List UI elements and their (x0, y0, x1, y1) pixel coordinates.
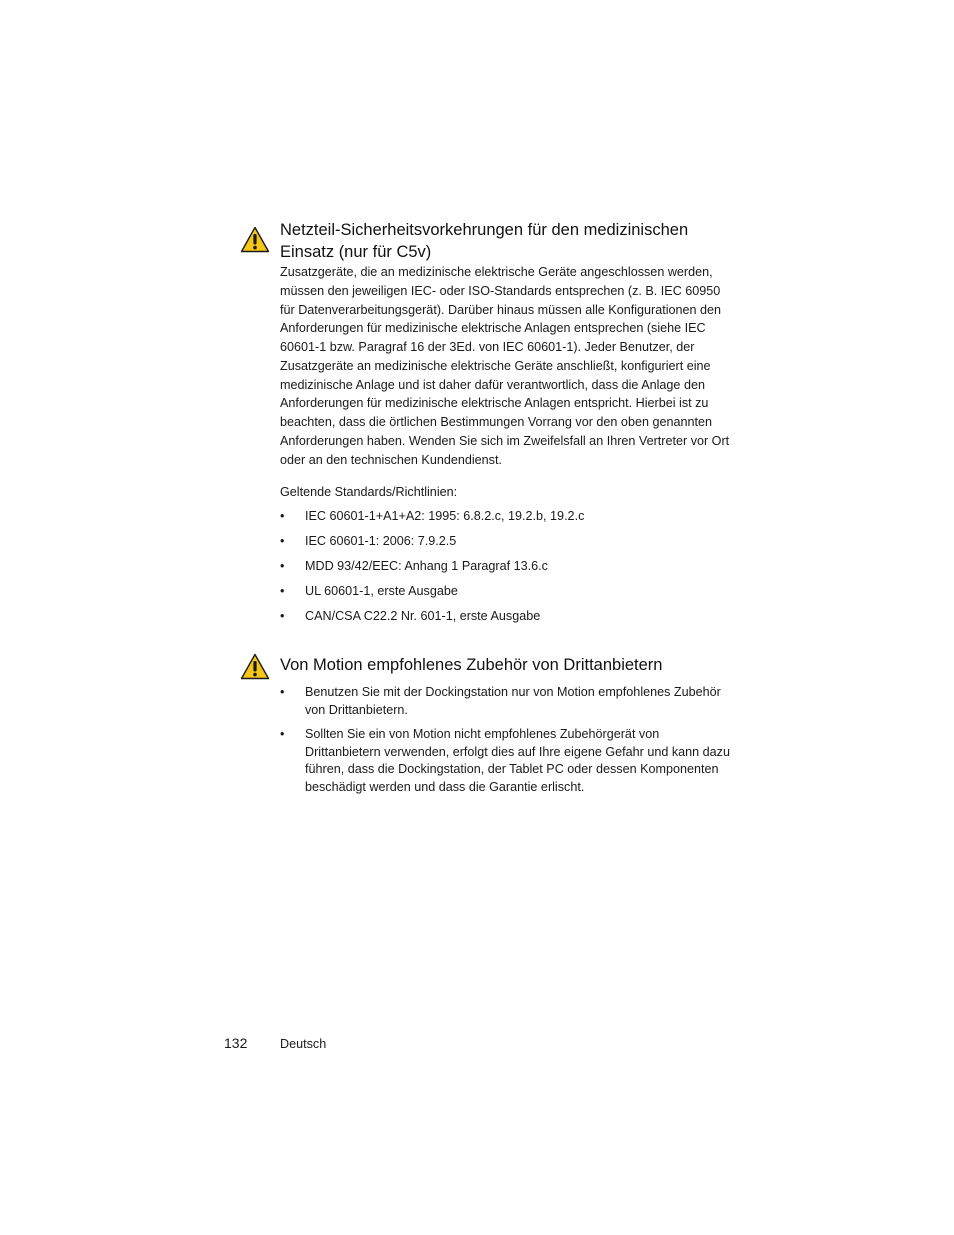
list-item (280, 684, 732, 719)
list-item-text: MDD 93/42/EEC: Anhang 1 Paragraf 13.6.c (305, 559, 548, 573)
list-item-text: IEC 60601-1+A1+A2: 1995: 6.8.2.c, 19.2.b, 19.2.c (305, 509, 585, 523)
list-item (280, 608, 732, 626)
list-item (280, 533, 732, 551)
list-item-text: UL 60601-1, erste Ausgabe (305, 584, 458, 598)
list-item-text: Sollten Sie ein von Motion nicht empfohlenes Zubehörgerät von Drittanbietern verwenden, erfolgt dies auf Ihre eigene Gefahr und kann dazu führen, dass die Dockingstation, der Tablet PC oder dessen Komponenten beschädigt werden und dass die Garantie erlischt. (305, 727, 730, 794)
list-item (280, 508, 732, 526)
warning-triangle-icon (240, 226, 270, 253)
section-title-medical-power-safety (280, 219, 688, 263)
bullet-marker: • (280, 609, 285, 623)
page-number: 132 (224, 1035, 248, 1051)
list-item-text: Benutzen Sie mit der Dockingstation nur von Motion empfohlenes Zubehör von Drittanbietern. (305, 685, 721, 717)
bullet-marker: • (280, 534, 285, 548)
list-item-text: CAN/CSA C22.2 Nr. 601-1, erste Ausgabe (305, 609, 541, 623)
footer-language: Deutsch (280, 1037, 327, 1051)
section-title-third-party-accessories: Von Motion empfohlenes Zubehör von Drittanbietern (280, 656, 663, 674)
bullet-marker: • (280, 509, 285, 523)
medical-safety-paragraph: Zusatzgeräte, die an medizinische elektrische Geräte angeschlossen werden, müssen den jeweiligen IEC- oder ISO-Standards entsprechen (z. B. IEC 60950 für Datenverarbeitungsgerät). Darüber hinaus müssen alle Konfigurationen den Anforderungen für medizinische elektrische Anlagen entsprechen (siehe IEC 60601-1 bzw. Paragraf 16 der 3Ed. von IEC 60601-1). Jeder Benutzer, der Zusatzgeräte an medizinische elektrische Geräte anschließt, konfiguriert eine medizinische Anlage und ist daher dafür verantwortlich, dass die Anlage den Anforderungen für medizinische elektrische Anlagen entspricht. Hierbei ist zu beachten, dass die örtlichen Bestimmungen Vorrang vor den oben genannten Anforderungen haben. Wenden Sie sich im Zweifelsfall an Ihren Vertreter vor Ort oder an den technischen Kundendienst. (280, 265, 730, 467)
list-item (280, 726, 732, 796)
list-item (280, 558, 732, 576)
bullet-marker: • (280, 685, 285, 699)
standards-label: Geltende Standards/Richtlinien: (280, 485, 458, 499)
bullet-marker: • (280, 584, 285, 598)
list-item (280, 583, 732, 601)
bullet-marker: • (280, 559, 285, 573)
section-title-line-1: Netzteil-Sicherheitsvorkehrungen für den medizinischen (280, 221, 689, 239)
list-item-text: IEC 60601-1: 2006: 7.9.2.5 (305, 534, 457, 548)
section-title-line-2: Einsatz (nur für C5v) (280, 243, 432, 261)
warning-triangle-icon (240, 653, 270, 680)
bullet-marker: • (280, 727, 285, 741)
